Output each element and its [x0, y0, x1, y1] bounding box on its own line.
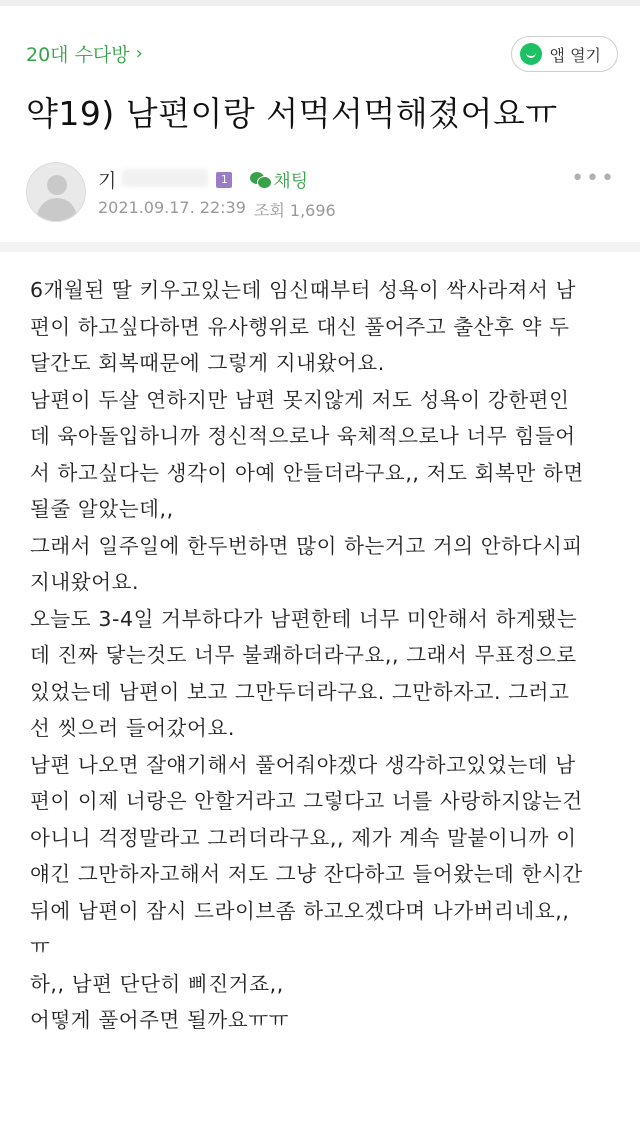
chat-button[interactable]	[250, 167, 308, 193]
cafe-board-label: 20대 수다방	[26, 44, 130, 66]
post-views: 조회 1,696	[253, 201, 336, 220]
open-app-label: 앱 열기	[549, 45, 601, 65]
post-body	[30, 272, 620, 1039]
post-paragraph: 그래서 일주일에 한두번하면 많이 하는거고 거의 안하다시피 지내왔어요.	[30, 533, 583, 594]
post-date: 2021.09.17. 22:39	[98, 198, 246, 217]
chevron-right-icon: ›	[135, 43, 143, 64]
chat-label: 채팅	[273, 170, 309, 192]
post-paragraph: 남편 나오면 잘얘기해서 풀어줘야겠다 생각하고있었는데 남 편이 이제 너랑은 안할거라고 그렇다고 너를 사랑하지않는건 아니니 걱정말라고 그러더라구요,, 제가 계속 말붙이니까 이 얘긴 그만하자고해서 저도 그냥 잔다하고 들어왔는데 한시간 뒤에 남편이 잠시 드라이브좀 하고오겠다며 나가버리네요,, ㅠ	[30, 752, 583, 959]
top-divider-strip	[0, 0, 640, 6]
author-level-badge: 1	[216, 172, 232, 188]
author-name-blurred	[122, 169, 208, 187]
post-title: 약19) 남편이랑 서먹서먹해졌어요ㅠ	[26, 94, 558, 133]
author-avatar[interactable]	[26, 162, 86, 222]
default-avatar-icon	[47, 175, 67, 195]
avatar-body-shape	[37, 198, 77, 222]
chat-bubbles-icon	[250, 172, 270, 188]
author-name[interactable]	[98, 166, 208, 193]
open-app-button[interactable]	[511, 36, 618, 72]
section-divider	[0, 242, 640, 252]
author-name-text: 기	[98, 170, 117, 192]
post-paragraph: 남편이 두살 연하지만 남편 못지않게 저도 성욕이 강한편인 데 육아돌입하니까 정신적으로나 육체적으로나 너무 힘들어 서 하고싶다는 생각이 아예 안들더라구요,, 저도 회복만 하면 될줄 알았는데,,	[30, 387, 584, 521]
author-row	[98, 166, 308, 193]
post-meta	[98, 198, 336, 221]
more-dots-icon[interactable]: •••	[571, 166, 616, 191]
post-paragraph: 하,, 남편 단단히 삐진거죠,,	[30, 971, 284, 996]
cafe-board-link[interactable]	[26, 40, 143, 67]
post-paragraph: 어떻게 풀어주면 될까요ㅠㅠ	[30, 1008, 290, 1032]
post-paragraph: 오늘도 3-4일 거부하다가 남편한테 너무 미안해서 하게됐는 데 진짜 닿는것도 너무 불쾌하더라구요,, 그래서 무표정으로 있었는데 남편이 보고 그만두더라구요. 그만하자고. 그러고 선 씻으러 들어갔어요.	[30, 606, 578, 740]
naver-cafe-logo-icon	[520, 43, 542, 65]
post-paragraph: 6개월된 딸 키우고있는데 임신때부터 성욕이 싹사라져서 남 편이 하고싶다하면 유사행위로 대신 풀어주고 출산후 약 두 달간도 회복때문에 그렇게 지내왔어요.	[30, 278, 577, 375]
